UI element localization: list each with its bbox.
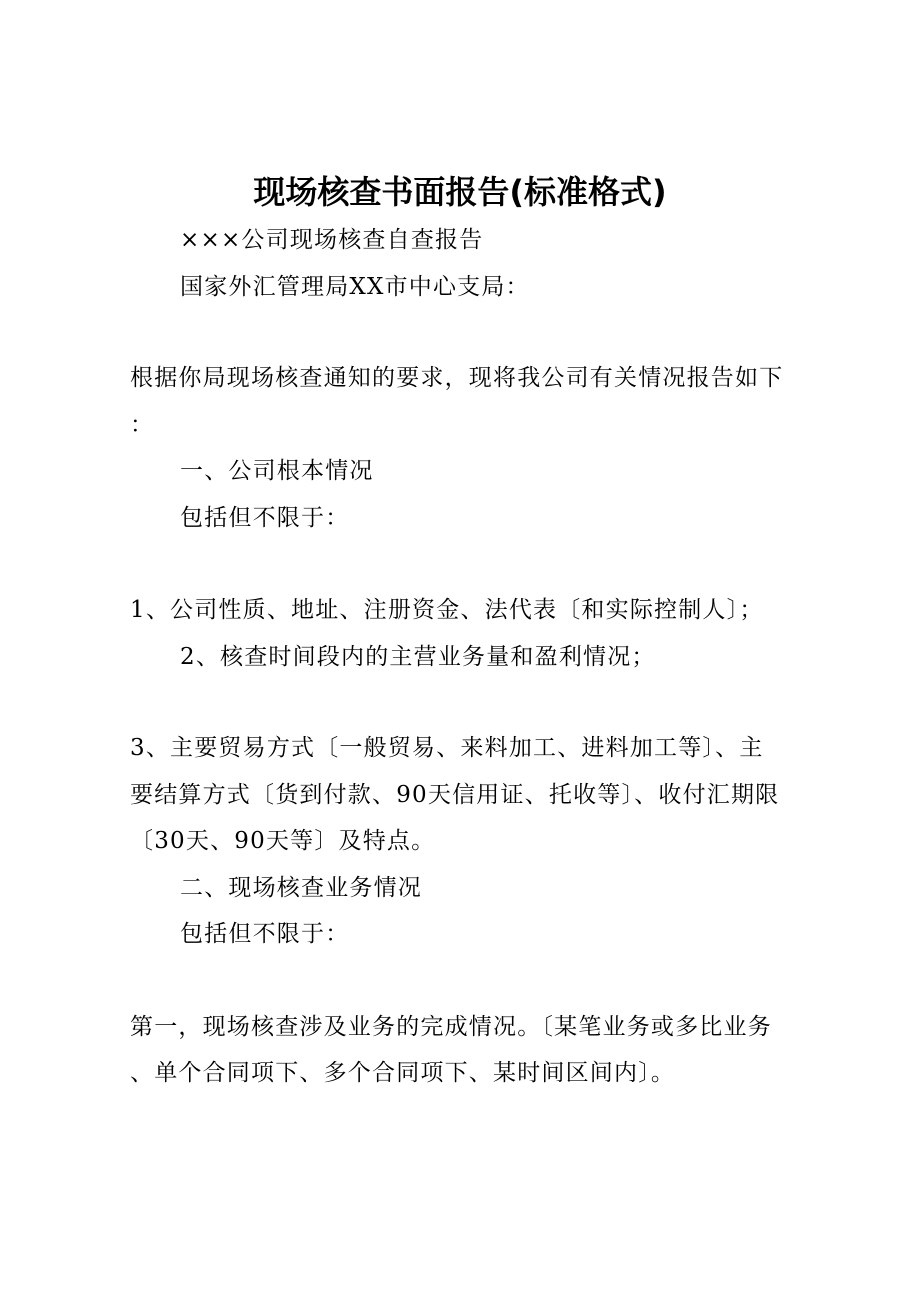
section-heading-2: 二、现场核查业务情况: [180, 875, 422, 901]
section-2-paragraph-line-2: 、单个合同项下、多个合同项下、某时间区间内〕。: [130, 1060, 676, 1086]
intro-paragraph-line-2: ：: [130, 412, 155, 438]
document-title: 现场核查书面报告(标准格式): [253, 173, 667, 211]
addressee: 国家外汇管理局XX市中心支局：: [180, 274, 530, 300]
report-heading: ×××公司现场核查自查报告: [180, 227, 484, 253]
list-item-3-line-2: 要结算方式〔货到付款、90天信用证、托收等〕、收付汇期限: [130, 782, 780, 808]
intro-paragraph-line-1: 根据你局现场核查通知的要求，现将我公司有关情况报告如下: [130, 365, 784, 391]
list-item-3-line-3: 〔30天、90天等〕及特点。: [130, 828, 436, 854]
section-heading-1: 一、公司根本情况: [180, 458, 374, 484]
section-2-lead: 包括但不限于：: [180, 921, 350, 947]
list-item-3-line-1: 3、主要贸易方式〔一般贸易、来料加工、进料加工等〕、主: [130, 735, 764, 761]
section-1-lead: 包括但不限于：: [180, 505, 350, 531]
list-item-2: 2、核查时间段内的主营业务量和盈利情况；: [180, 644, 656, 670]
list-item-1: 1、公司性质、地址、注册资金、法代表〔和实际控制人〕；: [130, 597, 764, 623]
section-2-paragraph-line-1: 第一，现场核查涉及业务的完成情况。〔某笔业务或多比业务: [130, 1014, 772, 1040]
